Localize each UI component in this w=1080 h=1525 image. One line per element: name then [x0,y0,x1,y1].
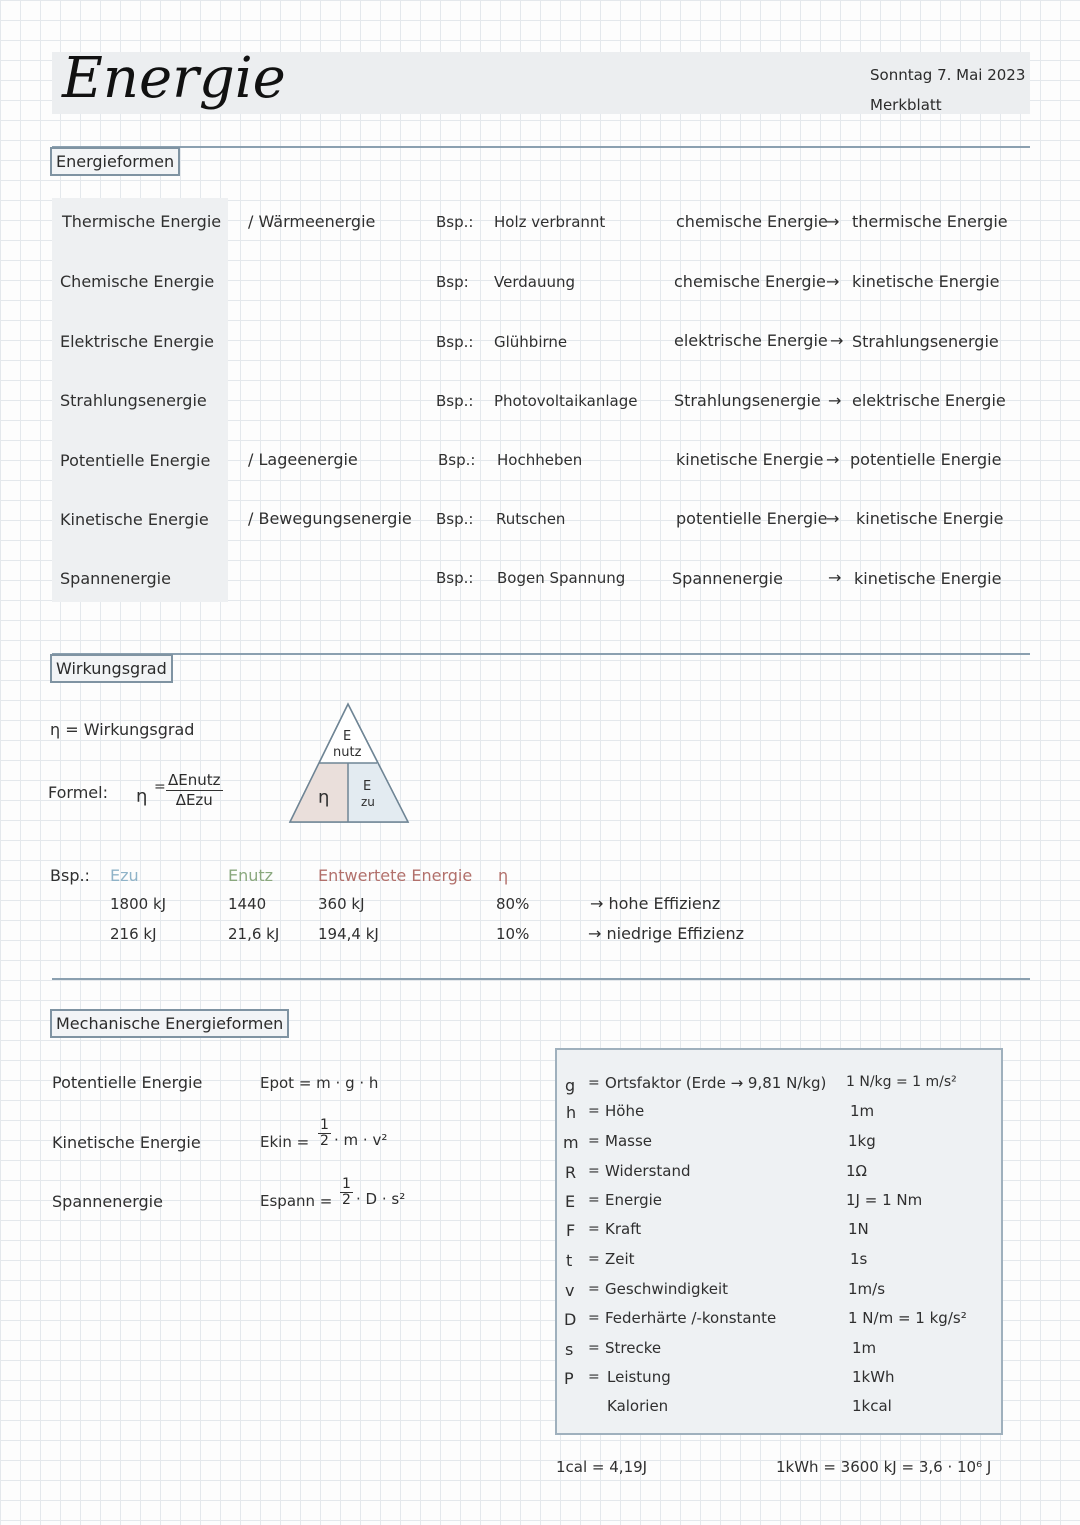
legend-symbol: v [565,1281,575,1300]
legend-symbol: F [566,1221,576,1240]
conv-from: chemische Energie [674,272,826,291]
mech-formula-right: · D · s² [356,1190,406,1208]
mech-frac-den: 2 [342,1192,351,1209]
section-rule [52,653,1030,655]
bsp-label: Bsp.: [436,569,474,587]
legend-desc: Ortsfaktor (Erde → 9,81 N/kg) [605,1074,827,1092]
legend-desc: Strecke [605,1339,662,1357]
legend-unit: 1kcal [852,1397,892,1415]
legend-symbol: P [564,1369,574,1388]
legend-equals: = [588,1251,600,1267]
formula-fraction [166,771,223,809]
legend-symbol: t [566,1251,573,1270]
footer-kwh: 1kWh = 3600 kJ = 3,6 · 10⁶ J [776,1458,992,1476]
legend-unit: 1J = 1 Nm [846,1191,923,1209]
conv-from: Strahlungsenergie [674,391,821,410]
legend-equals: = [588,1310,600,1326]
form-name: Elektrische Energie [60,332,214,351]
example-ezu: 1800 kJ [110,895,167,913]
mech-formula-left: Espann = [260,1192,333,1210]
form-example: Rutschen [496,510,566,528]
legend-desc: Leistung [607,1368,671,1386]
legend-symbol: h [566,1103,577,1122]
arrow: → [828,391,842,410]
formula-equals: = [154,779,166,795]
bsp-label: Bsp.: [436,333,474,351]
formel-label: Formel: [48,783,108,802]
legend-unit: 1 N/kg = 1 m/s² [846,1074,957,1090]
conv-from: Spannenergie [672,569,783,588]
conv-to: thermische Energie [852,212,1008,231]
conv-from: elektrische Energie [674,331,828,350]
example-eta: 80% [496,895,530,913]
legend-equals: = [588,1369,600,1385]
legend-desc: Kalorien [607,1397,669,1415]
header-enutz: Enutz [228,866,274,885]
legend-equals: = [588,1221,600,1237]
form-name: Strahlungsenergie [60,391,207,410]
conv-from: kinetische Energie [676,450,824,469]
legend-unit: 1N [848,1220,869,1238]
form-name: Chemische Energie [60,272,215,291]
legend-desc: Energie [605,1191,663,1209]
section-rule [52,978,1030,980]
example-enutz: 1440 [228,895,267,913]
form-example: Photovoltaikanlage [494,392,638,410]
legend-unit: 1kWh [852,1368,895,1386]
legend-equals: = [588,1340,600,1356]
legend-desc: Masse [605,1132,652,1150]
example-ezu: 216 kJ [110,925,157,943]
mech-fraction [340,1177,353,1209]
legend-unit: 1m/s [848,1280,886,1298]
mech-formula-left: Epot = m · g · h [260,1074,379,1092]
mech-frac-den: 2 [320,1133,329,1150]
mech-formula-right: · m · v² [334,1131,388,1149]
formula-denominator: ΔEzu [175,791,213,809]
form-example: Bogen Spannung [497,569,626,587]
legend-desc: Federhärte /-konstante [605,1309,777,1327]
legend-unit: 1kg [848,1132,876,1150]
section-heading-mechanisch: Mechanische Energieformen [50,1009,289,1038]
mech-fraction [318,1118,331,1150]
form-example: Holz verbrannt [494,213,606,231]
mech-frac-num: 1 [320,1117,329,1133]
legend-symbol: D [564,1310,577,1329]
legend-symbol: m [563,1133,579,1152]
legend-unit: 1s [850,1250,868,1268]
form-alt: / Wärmeenergie [248,212,376,231]
date: Sonntag 7. Mai 2023 [870,66,1026,84]
legend-equals: = [588,1133,600,1149]
conv-from: potentielle Energie [676,509,828,528]
form-example: Verdauung [494,273,575,291]
form-name: Spannenergie [60,569,171,588]
eta-definition: η = Wirkungsgrad [50,720,195,739]
conv-to: potentielle Energie [850,450,1002,469]
arrow: → [826,509,840,528]
arrow: → [826,212,840,231]
formula-triangle [288,700,412,826]
conv-to: kinetische Energie [856,509,1004,528]
legend-equals: = [588,1163,600,1179]
legend-unit: 1m [850,1102,875,1120]
triangle-top-sub: nutz [333,745,362,760]
conv-to: kinetische Energie [852,272,1000,291]
mech-name: Kinetische Energie [52,1133,201,1152]
mech-name: Potentielle Energie [52,1073,203,1092]
legend-desc: Geschwindigkeit [605,1280,729,1298]
subtitle: Merkblatt [870,96,942,114]
bsp-label: Bsp.: [438,451,476,469]
page-title: Energie [62,46,286,111]
legend-equals: = [588,1103,600,1119]
form-name: Thermische Energie [62,212,222,231]
formula-numerator: ΔEnutz [168,771,221,789]
arrow: → [828,568,842,587]
conv-from: chemische Energie [676,212,828,231]
form-alt: / Lageenergie [248,450,358,469]
mech-frac-num: 1 [342,1176,351,1192]
legend-unit: 1 N/m = 1 kg/s² [848,1309,967,1327]
legend-unit: 1Ω [846,1162,868,1180]
legend-equals: = [588,1192,600,1208]
form-name: Kinetische Energie [60,510,209,529]
triangle-left: η [318,787,330,808]
example-entwertet: 360 kJ [318,895,365,913]
legend-symbol: s [565,1340,574,1359]
footer-calorie: 1cal = 4,19J [556,1458,648,1476]
legend-desc: Höhe [605,1102,645,1120]
conv-to: kinetische Energie [854,569,1002,588]
legend-symbol: E [565,1192,576,1211]
example-eta: 10% [496,925,530,943]
mech-name: Spannenergie [52,1192,163,1211]
form-alt: / Bewegungsenergie [248,509,412,528]
form-example: Glühbirne [494,333,568,351]
bsp-label: Bsp.: [436,213,474,231]
formula-eta: η [136,786,148,807]
conv-to: Strahlungsenergie [852,332,999,351]
header-entwertet: Entwertete Energie [318,866,473,885]
bsp-label: Bsp.: [436,392,474,410]
legend-desc: Widerstand [605,1162,691,1180]
legend-equals: = [588,1281,600,1297]
conv-to: elektrische Energie [852,391,1006,410]
triangle-top-e: E [343,729,352,744]
mech-formula-left: Ekin = [260,1133,310,1151]
legend-symbol: g [565,1076,576,1095]
triangle-right-sub: zu [361,795,375,809]
legend-symbol: R [565,1163,577,1182]
legend-desc: Kraft [605,1220,642,1238]
legend-equals: = [588,1075,600,1091]
triangle-ezu-cell [348,763,408,822]
legend-unit: 1m [852,1339,877,1357]
section-rule [52,146,1030,148]
example-result: → hohe Effizienz [590,894,721,913]
legend-desc: Zeit [605,1250,635,1268]
form-example: Hochheben [497,451,583,469]
bsp-label: Bsp.: [436,510,474,528]
triangle-right-e: E [363,779,372,794]
arrow: → [826,450,840,469]
section-heading-wirkungsgrad: Wirkungsgrad [50,654,173,683]
arrow: → [830,331,844,350]
header-ezu: Ezu [110,866,139,885]
example-result: → niedrige Effizienz [588,924,744,943]
arrow: → [826,272,840,291]
section-heading-energieformen: Energieformen [50,147,180,176]
example-label: Bsp.: [50,866,90,885]
example-entwertet: 194,4 kJ [318,925,379,943]
header-eta: η [498,866,509,885]
form-name: Potentielle Energie [60,451,211,470]
example-enutz: 21,6 kJ [228,925,280,943]
bsp-label: Bsp: [436,273,469,291]
